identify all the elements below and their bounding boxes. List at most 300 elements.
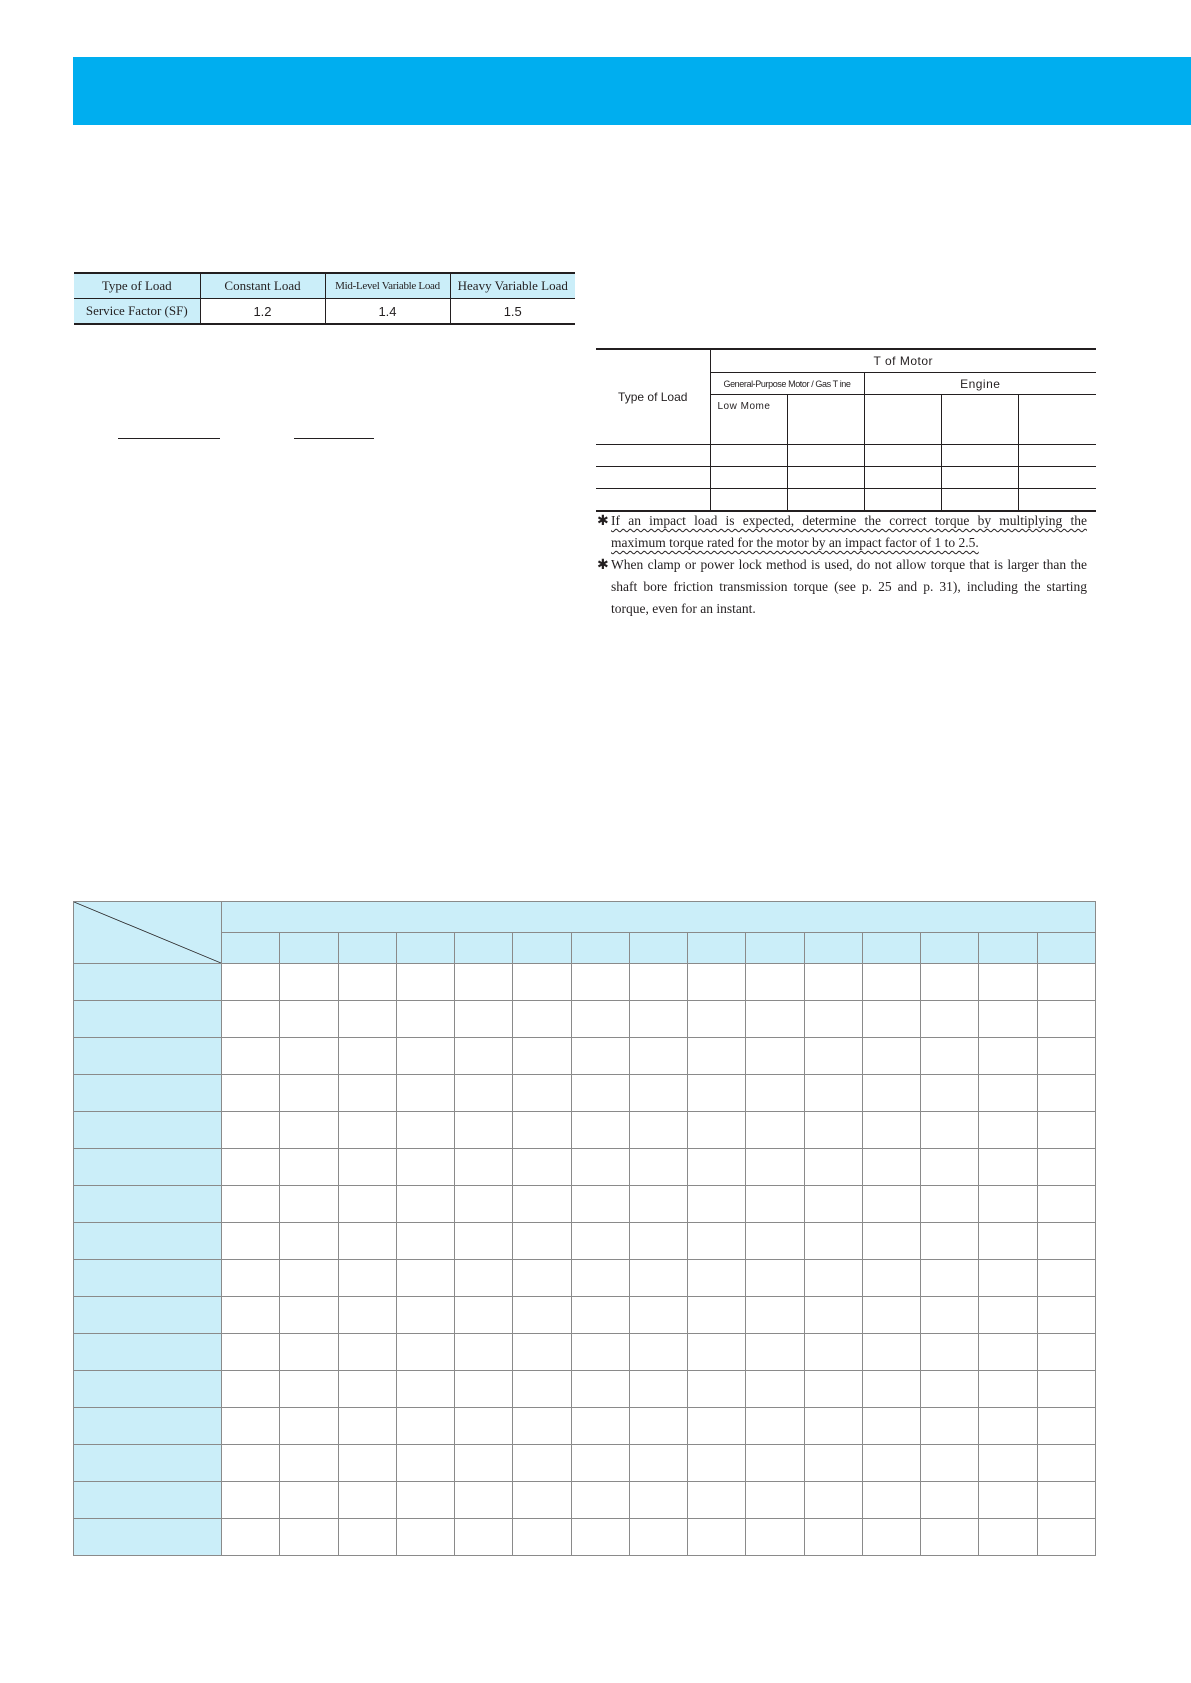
grid-cell: [979, 1371, 1037, 1408]
grid-cell: [979, 1334, 1037, 1371]
grid-cell: [396, 1371, 454, 1408]
grid-cell: [338, 1371, 396, 1408]
grid-cell: [804, 1112, 862, 1149]
grid-cell: [338, 964, 396, 1001]
grid-cell: [688, 1038, 746, 1075]
grid-cell: [396, 1223, 454, 1260]
grid-cell: [571, 1112, 629, 1149]
grid-row: [74, 1260, 1096, 1297]
grid-cell: [338, 1334, 396, 1371]
grid-cell: [571, 1001, 629, 1038]
grid-cell: [979, 1408, 1037, 1445]
grid-cell: [396, 1112, 454, 1149]
grid-cell: [979, 964, 1037, 1001]
grid-cell: [280, 1186, 338, 1223]
motor-table-row: [596, 467, 1096, 489]
grid-cell: [222, 1223, 280, 1260]
grid-cell: [1037, 1038, 1095, 1075]
grid-cell: [222, 1334, 280, 1371]
grid-cell: [396, 1260, 454, 1297]
grid-cell: [688, 1260, 746, 1297]
general-purpose-motor-header: General-Purpose Motor / Gas T ine: [710, 373, 864, 395]
grid-cell: [571, 1186, 629, 1223]
grid-column-header: [629, 933, 687, 964]
grid-cell: [979, 1519, 1037, 1556]
grid-cell: [1037, 1482, 1095, 1519]
grid-cell: [338, 1223, 396, 1260]
grid-cell: [688, 1334, 746, 1371]
grid-column-header: [455, 933, 513, 964]
grid-cell: [688, 1186, 746, 1223]
grid-cell: [571, 1260, 629, 1297]
grid-cell: [222, 964, 280, 1001]
grid-column-header: [571, 933, 629, 964]
grid-cell: [921, 1334, 979, 1371]
grid-cell: [280, 1445, 338, 1482]
grid-cell: [222, 1519, 280, 1556]
grid-cell: [571, 1371, 629, 1408]
grid-cell: [804, 1260, 862, 1297]
service-factor-row: [74, 299, 575, 325]
asterisk-icon: ✱: [597, 557, 609, 573]
grid-cell: [1037, 1186, 1095, 1223]
grid-cell: [1037, 1149, 1095, 1186]
impact-load-note-text: If an impact load is expected, determine the correct torque by multiplying the maximum torque rated for the motor by an impact factor of 1 to 2.5.: [611, 513, 1087, 550]
grid-cell: [1037, 1445, 1095, 1482]
grid-cell: [688, 1075, 746, 1112]
grid-cell: [338, 1482, 396, 1519]
grid-cell: [688, 1112, 746, 1149]
grid-row-label: [74, 1075, 222, 1112]
grid-cell: [396, 1186, 454, 1223]
header-banner: [73, 57, 1191, 125]
grid-cell: [1037, 1297, 1095, 1334]
grid-cell: [455, 964, 513, 1001]
grid-cell: [222, 1297, 280, 1334]
engine-header: Engine: [864, 373, 1096, 395]
grid-cell: [280, 1075, 338, 1112]
grid-cell: [571, 964, 629, 1001]
grid-cell: [979, 1149, 1037, 1186]
grid-cell: [921, 1223, 979, 1260]
grid-cell: [979, 1260, 1037, 1297]
grid-cell: [921, 1149, 979, 1186]
grid-cell: [396, 1075, 454, 1112]
grid-cell: [746, 1112, 804, 1149]
grid-row-label: [74, 1186, 222, 1223]
grid-cell: [921, 1371, 979, 1408]
grid-row: [74, 1482, 1096, 1519]
grid-cell: [688, 964, 746, 1001]
grid-cell: [455, 1371, 513, 1408]
grid-cell: [688, 1445, 746, 1482]
grid-cell: [513, 1297, 571, 1334]
grid-cell: [804, 1223, 862, 1260]
grid-cell: [222, 1075, 280, 1112]
grid-cell: [746, 1482, 804, 1519]
grid-cell: [571, 1482, 629, 1519]
grid-cell: [804, 1334, 862, 1371]
grid-column-header: [804, 933, 862, 964]
grid-cell: [571, 1075, 629, 1112]
grid-row-label: [74, 1519, 222, 1556]
grid-cell: [513, 964, 571, 1001]
grid-cell: [688, 1297, 746, 1334]
grid-cell: [222, 1408, 280, 1445]
grid-cell: [746, 1223, 804, 1260]
motor-table-row: [596, 489, 1096, 512]
grid-cell: [571, 1519, 629, 1556]
grid-cell: [513, 1334, 571, 1371]
grid-cell: [979, 1112, 1037, 1149]
grid-cell: [455, 1186, 513, 1223]
grid-cell: [629, 1445, 687, 1482]
grid-cell: [804, 1297, 862, 1334]
grid-cell: [222, 1038, 280, 1075]
grid-cell: [629, 1112, 687, 1149]
grid-cell: [629, 1186, 687, 1223]
grid-cell: [455, 1297, 513, 1334]
service-factor-table: [74, 272, 575, 325]
grid-cell: [396, 1519, 454, 1556]
grid-cell: [629, 1371, 687, 1408]
grid-cell: [1037, 1001, 1095, 1038]
grid-cell: [280, 964, 338, 1001]
grid-cell: [629, 1075, 687, 1112]
grid-cell: [280, 1149, 338, 1186]
grid-cell: [1037, 964, 1095, 1001]
grid-cell: [804, 964, 862, 1001]
grid-cell: [338, 1038, 396, 1075]
grid-cell: [513, 1038, 571, 1075]
grid-cell: [396, 1445, 454, 1482]
grid-cell: [513, 1408, 571, 1445]
grid-cell: [396, 964, 454, 1001]
grid-cell: [921, 1186, 979, 1223]
grid-cell: [862, 1001, 920, 1038]
grid-cell: [455, 1223, 513, 1260]
grid-corner-cell: [74, 902, 222, 964]
grid-cell: [746, 1519, 804, 1556]
service-factor-heavy: 1.5: [450, 299, 575, 325]
grid-cell: [804, 1075, 862, 1112]
grid-cell: [862, 1112, 920, 1149]
grid-column-header: [1037, 933, 1095, 964]
grid-row-label: [74, 1112, 222, 1149]
grid-cell: [455, 1408, 513, 1445]
grid-column-header: [979, 933, 1037, 964]
grid-cell: [688, 1482, 746, 1519]
grid-cell: [513, 1519, 571, 1556]
grid-cell: [921, 1482, 979, 1519]
grid-cell: [222, 1260, 280, 1297]
grid-cell: [746, 1038, 804, 1075]
grid-cell: [746, 1371, 804, 1408]
grid-cell: [280, 1297, 338, 1334]
grid-cell: [455, 1445, 513, 1482]
grid-cell: [338, 1001, 396, 1038]
type-of-load-header: Type of Load: [74, 273, 200, 299]
grid-row: [74, 1519, 1096, 1556]
grid-row: [74, 1408, 1096, 1445]
grid-row: [74, 1001, 1096, 1038]
grid-cell: [513, 1445, 571, 1482]
grid-cell: [338, 1297, 396, 1334]
heavy-variable-load-header: Heavy Variable Load: [450, 273, 575, 299]
grid-cell: [455, 1112, 513, 1149]
grid-cell: [396, 1334, 454, 1371]
grid-cell: [280, 1334, 338, 1371]
service-factor-label: Service Factor (SF): [74, 299, 200, 325]
grid-cell: [979, 1075, 1037, 1112]
grid-cell: [571, 1038, 629, 1075]
motor-header-cell: [787, 395, 864, 445]
mid-level-variable-load-header: Mid-Level Variable Load: [325, 273, 450, 299]
grid-cell: [862, 1186, 920, 1223]
grid-cell: [455, 1075, 513, 1112]
grid-cell: [746, 1334, 804, 1371]
grid-row: [74, 1334, 1096, 1371]
grid-cell: [629, 1297, 687, 1334]
grid-column-header: [222, 933, 280, 964]
grid-cell: [862, 1149, 920, 1186]
grid-row-label: [74, 1482, 222, 1519]
grid-cell: [1037, 1519, 1095, 1556]
grid-row: [74, 1112, 1096, 1149]
grid-cell: [629, 1149, 687, 1186]
grid-cell: [1037, 1075, 1095, 1112]
grid-cell: [1037, 1112, 1095, 1149]
grid-cell: [629, 1260, 687, 1297]
grid-cell: [862, 1075, 920, 1112]
grid-cell: [688, 1408, 746, 1445]
grid-cell: [921, 1445, 979, 1482]
grid-cell: [222, 1149, 280, 1186]
grid-cell: [396, 1149, 454, 1186]
grid-cell: [979, 1186, 1037, 1223]
grid-cell: [513, 1223, 571, 1260]
motor-table-row: [596, 445, 1096, 467]
grid-cell: [862, 1371, 920, 1408]
grid-cell: [629, 1038, 687, 1075]
grid-cell: [396, 1038, 454, 1075]
grid-cell: [746, 1149, 804, 1186]
grid-row: [74, 1297, 1096, 1334]
grid-cell: [513, 1112, 571, 1149]
grid-cell: [338, 1408, 396, 1445]
grid-cell: [862, 964, 920, 1001]
grid-cell: [804, 1408, 862, 1445]
grid-cell: [338, 1075, 396, 1112]
grid-row: [74, 1223, 1096, 1260]
grid-cell: [804, 1482, 862, 1519]
grid-row-label: [74, 1001, 222, 1038]
grid-cell: [396, 1297, 454, 1334]
selection-grid-table: [73, 901, 1096, 1556]
grid-cell: [804, 1371, 862, 1408]
grid-cell: [571, 1408, 629, 1445]
grid-row-label: [74, 1223, 222, 1260]
grid-cell: [804, 1149, 862, 1186]
grid-cell: [1037, 1260, 1095, 1297]
grid-cell: [746, 1001, 804, 1038]
grid-cell: [804, 1038, 862, 1075]
grid-cell: [1037, 1334, 1095, 1371]
motor-type-header: T of Motor: [710, 349, 1096, 373]
grid-cell: [338, 1260, 396, 1297]
grid-cell: [746, 1297, 804, 1334]
grid-row-label: [74, 1038, 222, 1075]
grid-column-header: [280, 933, 338, 964]
grid-cell: [688, 1519, 746, 1556]
grid-row: [74, 1445, 1096, 1482]
grid-cell: [455, 1260, 513, 1297]
grid-column-header: [921, 933, 979, 964]
grid-cell: [222, 1186, 280, 1223]
grid-cell: [862, 1297, 920, 1334]
grid-cell: [862, 1408, 920, 1445]
grid-cell: [688, 1223, 746, 1260]
grid-cell: [862, 1482, 920, 1519]
grid-cell: [862, 1260, 920, 1297]
grid-column-header: [746, 933, 804, 964]
grid-cell: [513, 1001, 571, 1038]
grid-cell: [746, 1408, 804, 1445]
grid-cell: [921, 1297, 979, 1334]
grid-cell: [862, 1519, 920, 1556]
grid-cell: [455, 1038, 513, 1075]
asterisk-icon: ✱: [597, 513, 609, 529]
grid-column-header: [862, 933, 920, 964]
grid-cell: [862, 1445, 920, 1482]
grid-cell: [280, 1260, 338, 1297]
low-moment-header: Low Mome: [710, 395, 787, 445]
grid-cell: [455, 1149, 513, 1186]
grid-cell: [280, 1112, 338, 1149]
grid-cell: [746, 1445, 804, 1482]
grid-cell: [746, 1075, 804, 1112]
grid-cell: [338, 1519, 396, 1556]
grid-cell: [979, 1297, 1037, 1334]
grid-cell: [629, 1223, 687, 1260]
grid-cell: [921, 1408, 979, 1445]
grid-cell: [629, 1482, 687, 1519]
grid-cell: [571, 1149, 629, 1186]
grid-cell: [222, 1001, 280, 1038]
grid-cell: [280, 1371, 338, 1408]
grid-row-label: [74, 1149, 222, 1186]
grid-cell: [222, 1445, 280, 1482]
grid-cell: [979, 1482, 1037, 1519]
grid-cell: [862, 1038, 920, 1075]
grid-header-span: [222, 902, 1096, 933]
grid-cell: [513, 1260, 571, 1297]
grid-row: [74, 1371, 1096, 1408]
grid-row: [74, 1186, 1096, 1223]
grid-cell: [862, 1334, 920, 1371]
grid-cell: [629, 964, 687, 1001]
impact-load-note: [597, 510, 1087, 554]
service-factor-constant: 1.2: [200, 299, 325, 325]
grid-cell: [804, 1519, 862, 1556]
grid-cell: [222, 1482, 280, 1519]
grid-cell: [1037, 1223, 1095, 1260]
grid-cell: [455, 1519, 513, 1556]
formula-rule-left: [118, 438, 220, 439]
grid-cell: [338, 1445, 396, 1482]
grid-cell: [455, 1334, 513, 1371]
grid-cell: [921, 1112, 979, 1149]
grid-cell: [280, 1482, 338, 1519]
grid-cell: [396, 1408, 454, 1445]
motor-type-of-load-label: Type of Load: [596, 349, 710, 445]
grid-row-label: [74, 1334, 222, 1371]
clamp-method-note-text: When clamp or power lock method is used, do not allow torque that is larger than the shaft bore friction transmission torque (see p. 25 and p. 31), including the starting torque, even for an instant.: [611, 557, 1087, 616]
motor-header-cell: [864, 395, 941, 445]
grid-column-header: [396, 933, 454, 964]
grid-cell: [396, 1001, 454, 1038]
grid-cell: [746, 964, 804, 1001]
grid-cell: [921, 1038, 979, 1075]
grid-cell: [338, 1186, 396, 1223]
grid-cell: [513, 1075, 571, 1112]
grid-cell: [629, 1408, 687, 1445]
grid-cell: [688, 1001, 746, 1038]
grid-row-label: [74, 1371, 222, 1408]
grid-cell: [571, 1297, 629, 1334]
grid-row: [74, 1149, 1096, 1186]
grid-cell: [629, 1001, 687, 1038]
grid-cell: [338, 1149, 396, 1186]
grid-cell: [338, 1112, 396, 1149]
grid-cell: [571, 1445, 629, 1482]
motor-header-cell: [941, 395, 1018, 445]
grid-cell: [280, 1223, 338, 1260]
motor-type-table: [596, 348, 1096, 512]
grid-cell: [979, 1445, 1037, 1482]
grid-cell: [688, 1149, 746, 1186]
grid-cell: [979, 1038, 1037, 1075]
grid-cell: [921, 1075, 979, 1112]
grid-cell: [979, 1001, 1037, 1038]
grid-cell: [629, 1334, 687, 1371]
grid-cell: [513, 1186, 571, 1223]
grid-row-label: [74, 1297, 222, 1334]
notes: [597, 510, 1087, 620]
grid-cell: [629, 1519, 687, 1556]
grid-cell: [746, 1260, 804, 1297]
grid-row: [74, 964, 1096, 1001]
service-factor-mid-level: 1.4: [325, 299, 450, 325]
grid-cell: [513, 1482, 571, 1519]
grid-cell: [746, 1186, 804, 1223]
grid-cell: [513, 1149, 571, 1186]
grid-cell: [921, 1519, 979, 1556]
motor-header-cell: [1018, 395, 1096, 445]
grid-cell: [688, 1371, 746, 1408]
grid-cell: [280, 1519, 338, 1556]
grid-cell: [804, 1445, 862, 1482]
formula-rule-right: [294, 438, 374, 439]
grid-cell: [222, 1112, 280, 1149]
clamp-method-note: [597, 554, 1087, 620]
grid-cell: [921, 964, 979, 1001]
grid-cell: [804, 1001, 862, 1038]
grid-row: [74, 1038, 1096, 1075]
grid-cell: [571, 1334, 629, 1371]
grid-row-label: [74, 1260, 222, 1297]
grid-row-label: [74, 1408, 222, 1445]
